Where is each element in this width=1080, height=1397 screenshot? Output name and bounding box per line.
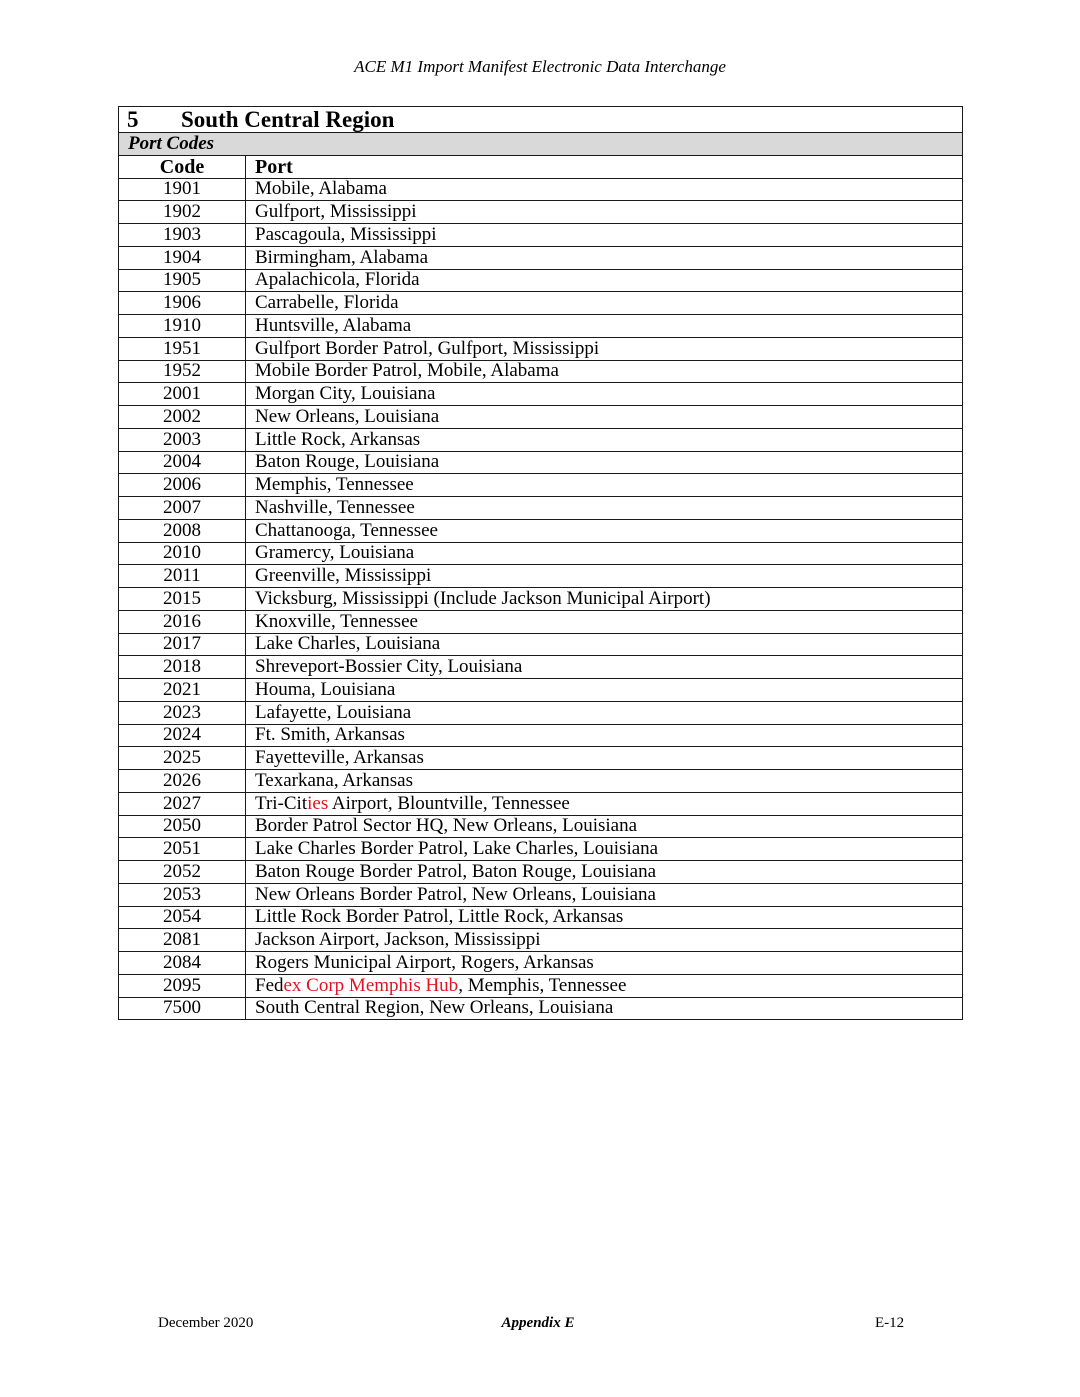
port-name-cell: Border Patrol Sector HQ, New Orleans, Louisiana: [246, 815, 963, 838]
port-name-cell: Little Rock Border Patrol, Little Rock, Arkansas: [246, 906, 963, 929]
table-row: [119, 337, 963, 360]
port-name-cell: Lafayette, Louisiana: [246, 701, 963, 724]
column-header-code: Code: [119, 155, 246, 178]
port-name-segment: ex Corp Memphis Hub: [283, 974, 459, 996]
footer-appendix: Appendix E: [501, 1315, 575, 1331]
port-code-cell: 2006: [119, 474, 246, 497]
table-row: [119, 383, 963, 406]
port-name-cell: [246, 974, 963, 997]
table-row: [119, 929, 963, 952]
port-code-cell: 2081: [119, 929, 246, 952]
table-row: [119, 724, 963, 747]
port-code-cell: 2095: [119, 974, 246, 997]
table-row: [119, 952, 963, 975]
port-code-cell: 1906: [119, 292, 246, 315]
table-row: [119, 610, 963, 633]
port-name-cell: Houma, Louisiana: [246, 679, 963, 702]
port-code-cell: 1910: [119, 315, 246, 338]
port-code-cell: 2016: [119, 610, 246, 633]
port-name-cell: Texarkana, Arkansas: [246, 770, 963, 793]
table-row: [119, 224, 963, 247]
port-name-cell: Mobile Border Patrol, Mobile, Alabama: [246, 360, 963, 383]
port-code-cell: 2017: [119, 633, 246, 656]
port-code-cell: 1903: [119, 224, 246, 247]
port-code-cell: 7500: [119, 997, 246, 1020]
port-code-cell: 1901: [119, 178, 246, 201]
port-name-segment: Airport, Blountville, Tennessee: [328, 792, 570, 814]
table-row: [119, 246, 963, 269]
table-row: [119, 838, 963, 861]
port-name-cell: Chattanooga, Tennessee: [246, 519, 963, 542]
port-code-cell: 2023: [119, 701, 246, 724]
table-row: [119, 406, 963, 429]
subsection-heading-row: [119, 133, 963, 156]
port-name-cell: Birmingham, Alabama: [246, 246, 963, 269]
table-row: [119, 792, 963, 815]
port-code-cell: 2018: [119, 656, 246, 679]
port-code-cell: 2024: [119, 724, 246, 747]
column-header-port: Port: [246, 155, 963, 178]
port-name-cell: Rogers Municipal Airport, Rogers, Arkansas: [246, 952, 963, 975]
port-name-cell: Knoxville, Tennessee: [246, 610, 963, 633]
table-row: [119, 815, 963, 838]
port-name-cell: Mobile, Alabama: [246, 178, 963, 201]
table-row: [119, 701, 963, 724]
port-code-cell: 1905: [119, 269, 246, 292]
table-row: [119, 588, 963, 611]
port-name-cell: Apalachicola, Florida: [246, 269, 963, 292]
port-name-cell: Gulfport Border Patrol, Gulfport, Mississippi: [246, 337, 963, 360]
table-row: [119, 861, 963, 884]
port-name-cell: New Orleans, Louisiana: [246, 406, 963, 429]
table-row: [119, 747, 963, 770]
port-code-cell: 1904: [119, 246, 246, 269]
table-row: [119, 997, 963, 1020]
table-row: [119, 883, 963, 906]
port-code-cell: 2027: [119, 792, 246, 815]
port-code-cell: 2054: [119, 906, 246, 929]
section-title: South Central Region: [181, 106, 395, 132]
page-header-title: ACE M1 Import Manifest Electronic Data Interchange: [354, 57, 726, 76]
port-name-cell: Gulfport, Mississippi: [246, 201, 963, 224]
table-row: [119, 542, 963, 565]
port-code-cell: 2021: [119, 679, 246, 702]
table-row: [119, 292, 963, 315]
port-code-cell: 2025: [119, 747, 246, 770]
table-row: [119, 428, 963, 451]
port-name-segment: , Memphis, Tennessee: [458, 974, 627, 996]
port-name-cell: Little Rock, Arkansas: [246, 428, 963, 451]
section-number: 5: [127, 106, 139, 132]
port-code-cell: 2004: [119, 451, 246, 474]
table-row: [119, 974, 963, 997]
port-name-segment: ies: [307, 792, 329, 814]
port-code-cell: 2007: [119, 497, 246, 520]
table-row: [119, 770, 963, 793]
port-name-cell: Nashville, Tennessee: [246, 497, 963, 520]
port-code-cell: 2053: [119, 883, 246, 906]
port-code-cell: 1952: [119, 360, 246, 383]
footer-page-number: E-12: [875, 1315, 905, 1331]
table-row: [119, 565, 963, 588]
port-code-cell: 2002: [119, 406, 246, 429]
port-code-cell: 2084: [119, 952, 246, 975]
port-code-cell: 2050: [119, 815, 246, 838]
table-row: [119, 269, 963, 292]
port-name-segment: Fed: [255, 974, 284, 996]
table-row: [119, 474, 963, 497]
column-header-row: [119, 155, 963, 178]
port-name-cell: Morgan City, Louisiana: [246, 383, 963, 406]
port-code-cell: 1951: [119, 337, 246, 360]
port-code-cell: 2015: [119, 588, 246, 611]
port-code-cell: 2011: [119, 565, 246, 588]
footer-date: December 2020: [158, 1315, 254, 1331]
port-name-cell: Greenville, Mississippi: [246, 565, 963, 588]
port-name-cell: Vicksburg, Mississippi (Include Jackson Municipal Airport): [246, 588, 963, 611]
table-row: [119, 497, 963, 520]
table-row: [119, 906, 963, 929]
table-row: [119, 178, 963, 201]
port-name-cell: Carrabelle, Florida: [246, 292, 963, 315]
table-row: [119, 451, 963, 474]
port-name-cell: Baton Rouge, Louisiana: [246, 451, 963, 474]
section-heading-row: [119, 107, 963, 133]
port-name-cell: Ft. Smith, Arkansas: [246, 724, 963, 747]
table-row: [119, 679, 963, 702]
port-codes-table: [118, 106, 963, 1020]
table-row: [119, 656, 963, 679]
port-name-cell: Memphis, Tennessee: [246, 474, 963, 497]
port-name-cell: Lake Charles Border Patrol, Lake Charles, Louisiana: [246, 838, 963, 861]
table-row: [119, 201, 963, 224]
port-name-cell: New Orleans Border Patrol, New Orleans, Louisiana: [246, 883, 963, 906]
port-code-cell: 2008: [119, 519, 246, 542]
port-name-cell: Shreveport-Bossier City, Louisiana: [246, 656, 963, 679]
table-row: [119, 315, 963, 338]
port-code-cell: 2052: [119, 861, 246, 884]
subsection-title: Port Codes: [119, 133, 963, 156]
port-name-segment: Tri-Cit: [255, 792, 308, 814]
port-name-cell: Fayetteville, Arkansas: [246, 747, 963, 770]
port-name-cell: Huntsville, Alabama: [246, 315, 963, 338]
port-code-cell: 2001: [119, 383, 246, 406]
port-name-cell: Lake Charles, Louisiana: [246, 633, 963, 656]
port-name-cell: Baton Rouge Border Patrol, Baton Rouge, Louisiana: [246, 861, 963, 884]
port-name-cell: [246, 792, 963, 815]
port-code-cell: 1902: [119, 201, 246, 224]
table-row: [119, 519, 963, 542]
table-row: [119, 360, 963, 383]
table-row: [119, 633, 963, 656]
port-name-cell: South Central Region, New Orleans, Louisiana: [246, 997, 963, 1020]
port-name-cell: Pascagoula, Mississippi: [246, 224, 963, 247]
port-code-cell: 2010: [119, 542, 246, 565]
port-name-cell: Gramercy, Louisiana: [246, 542, 963, 565]
port-code-cell: 2051: [119, 838, 246, 861]
port-name-cell: Jackson Airport, Jackson, Mississippi: [246, 929, 963, 952]
port-code-cell: 2026: [119, 770, 246, 793]
port-code-cell: 2003: [119, 428, 246, 451]
